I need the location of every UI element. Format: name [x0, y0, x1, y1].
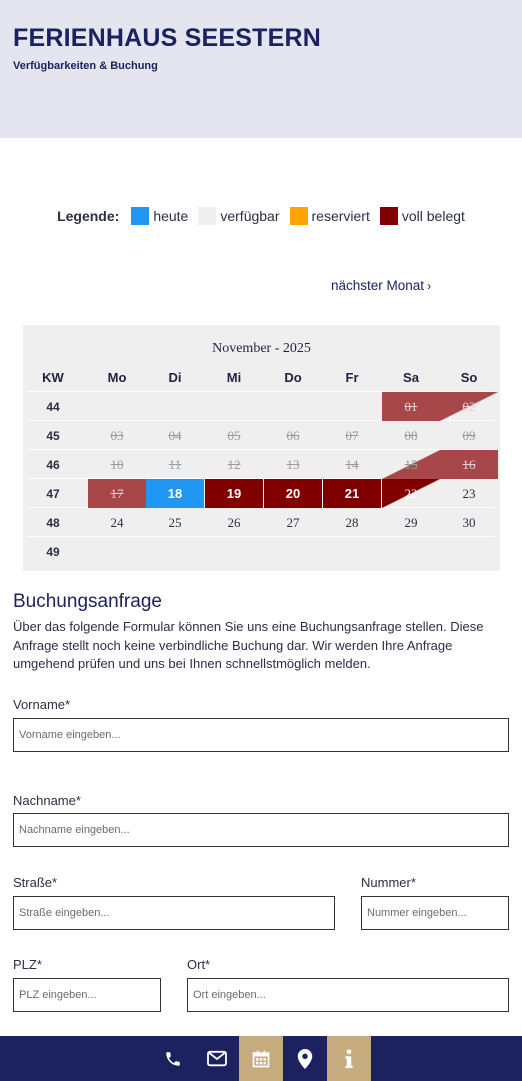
- calendar-day-cell[interactable]: [440, 479, 498, 508]
- calendar-weekday-header: Mi: [226, 370, 242, 385]
- calendar-day-number: 05: [227, 427, 241, 443]
- calendar-weekday-header: Di: [168, 370, 182, 385]
- calendar-day-number: 13: [286, 456, 300, 472]
- calendar-day-number: 25: [168, 514, 182, 530]
- calendar-week-row: [28, 450, 494, 479]
- calendar-button[interactable]: [239, 1036, 283, 1081]
- ort-field[interactable]: [187, 978, 509, 1012]
- mail-button[interactable]: [196, 1036, 238, 1081]
- next-month-link[interactable]: [331, 278, 431, 293]
- location-button[interactable]: [284, 1036, 326, 1081]
- calendar-week-number: 44: [46, 399, 60, 414]
- legend-item-today: [131, 207, 188, 225]
- calendar-week-row: [28, 421, 494, 450]
- legend-item-label: verfügbar: [220, 208, 280, 224]
- calendar-day-number: 12: [227, 456, 241, 472]
- calendar-day-cell[interactable]: [146, 479, 204, 508]
- nachname-field[interactable]: [13, 813, 509, 847]
- plz-field[interactable]: [13, 978, 161, 1012]
- legend-item-available: [198, 207, 279, 225]
- calendar-empty-cell: [323, 537, 381, 566]
- legend-item-label: reserviert: [311, 208, 370, 224]
- calendar-day-number: 17: [110, 485, 124, 501]
- calendar-week-number: 46: [46, 457, 60, 472]
- calendar-header-row: [28, 363, 494, 392]
- calendar-day-cell[interactable]: [382, 479, 440, 508]
- calendar-week-number: 47: [46, 486, 60, 501]
- calendar-day-cell[interactable]: [146, 421, 204, 450]
- calendar-day-number: 21: [344, 486, 360, 501]
- vorname-label: Vorname*: [13, 697, 71, 712]
- plz-label: PLZ*: [13, 957, 42, 972]
- calendar-empty-cell: [264, 537, 322, 566]
- calendar-week-number: 45: [46, 428, 60, 443]
- legend-label: Legende:: [57, 208, 120, 224]
- calendar-day-cell[interactable]: [440, 508, 498, 537]
- calendar-weekday-header: Do: [284, 370, 302, 385]
- calendar-empty-cell: [382, 537, 440, 566]
- calendar-day-cell[interactable]: [205, 479, 263, 508]
- calendar-legend: [0, 206, 522, 226]
- site-title[interactable]: FERIENHAUS SEESTERN: [13, 24, 322, 52]
- vorname-field[interactable]: [13, 718, 509, 752]
- calendar-week-number: 48: [46, 515, 60, 530]
- ort-label: Ort*: [187, 957, 211, 972]
- calendar-empty-cell: [440, 537, 498, 566]
- form-title: Buchungsanfrage: [13, 591, 162, 612]
- calendar-icon: [251, 1049, 271, 1069]
- calendar-day-cell[interactable]: [146, 508, 204, 537]
- legend-swatch-full: [380, 207, 398, 225]
- form-intro: Über das folgende Formular können Sie uns eine Buchungsanfrage stellen. Diese Anfrage stellt noch keine verbindliche Buchung dar. Wir werden Ihre Anfrage umgehend prüfen und uns bei Ihnen schnellstmöglich melden.: [13, 619, 484, 671]
- calendar-day-number: 03: [110, 427, 124, 443]
- bottom-nav-bar: [0, 1036, 522, 1081]
- calendar-day-number: 28: [345, 514, 359, 530]
- calendar-day-number: 19: [226, 486, 242, 501]
- calendar-empty-cell: [205, 537, 263, 566]
- calendar-day-cell[interactable]: [382, 508, 440, 537]
- calendar-day-number: 30: [462, 514, 476, 530]
- calendar-day-cell[interactable]: [323, 479, 381, 508]
- calendar-day-cell[interactable]: [264, 479, 322, 508]
- calendar-empty-cell: [88, 392, 146, 421]
- calendar-day-number: 01: [404, 398, 418, 414]
- calendar-day-number: 10: [110, 456, 124, 472]
- chevron-right-icon: ›: [427, 279, 432, 293]
- site-header: [0, 0, 522, 138]
- calendar-day-number: 22: [404, 485, 418, 501]
- mail-icon: [206, 1050, 228, 1068]
- nummer-label: Nummer*: [361, 875, 416, 890]
- calendar-day-cell[interactable]: [264, 450, 322, 479]
- calendar-empty-cell: [323, 392, 381, 421]
- nummer-field[interactable]: [361, 896, 509, 930]
- calendar-week-row: [28, 479, 494, 508]
- legend-item-reserved: [290, 207, 370, 225]
- calendar-day-cell[interactable]: [88, 421, 146, 450]
- calendar-day-cell[interactable]: [88, 508, 146, 537]
- calendar-day-cell[interactable]: [205, 508, 263, 537]
- calendar-day-cell[interactable]: [382, 450, 440, 479]
- legend-swatch-today: [131, 207, 149, 225]
- calendar-day-number: 07: [345, 427, 359, 443]
- calendar-day-cell[interactable]: [382, 392, 440, 421]
- legend-swatch-reserved: [290, 207, 308, 225]
- calendar-day-number: 02: [462, 398, 476, 414]
- booking-calendar: [23, 325, 500, 571]
- calendar-day-number: 15: [404, 456, 418, 472]
- location-pin-icon: [297, 1049, 313, 1069]
- calendar-day-cell[interactable]: [264, 508, 322, 537]
- calendar-day-cell[interactable]: [264, 421, 322, 450]
- calendar-week-number: 49: [46, 544, 60, 559]
- calendar-day-cell[interactable]: [440, 450, 498, 479]
- calendar-day-number: 06: [286, 427, 300, 443]
- calendar-day-cell[interactable]: [323, 508, 381, 537]
- calendar-day-cell[interactable]: [88, 450, 146, 479]
- calendar-day-number: 27: [286, 514, 300, 530]
- calendar-empty-cell: [146, 392, 204, 421]
- calendar-day-cell[interactable]: [323, 450, 381, 479]
- calendar-day-cell[interactable]: [323, 421, 381, 450]
- calendar-day-cell[interactable]: [146, 450, 204, 479]
- strasse-field[interactable]: [13, 896, 335, 930]
- calendar-empty-cell: [146, 537, 204, 566]
- calendar-weekday-header: So: [460, 370, 478, 385]
- calendar-day-cell[interactable]: [382, 421, 440, 450]
- calendar-empty-cell: [264, 392, 322, 421]
- calendar-day-number: 29: [404, 514, 418, 530]
- calendar-day-cell[interactable]: [88, 479, 146, 508]
- next-month-label: nächster Monat: [331, 278, 425, 293]
- calendar-day-cell[interactable]: [440, 421, 498, 450]
- calendar-day-number: 23: [462, 485, 476, 501]
- calendar-day-number: 04: [168, 427, 182, 443]
- calendar-week-row: [28, 508, 494, 537]
- calendar-day-number: 16: [462, 456, 476, 472]
- calendar-month-title: November - 2025: [212, 341, 311, 356]
- calendar-kw-header: KW: [42, 370, 64, 385]
- calendar-day-number: 24: [110, 514, 124, 530]
- legend-item-label: voll belegt: [401, 208, 465, 224]
- calendar-empty-cell: [205, 392, 263, 421]
- calendar-day-cell[interactable]: [440, 392, 498, 421]
- calendar-weekday-header: Sa: [403, 370, 419, 385]
- legend-item-full: [380, 207, 465, 225]
- calendar-week-row: [28, 537, 494, 566]
- calendar-day-number: 08: [404, 427, 418, 443]
- calendar-day-number: 11: [168, 456, 182, 472]
- legend-item-label: heute: [153, 208, 189, 224]
- phone-button[interactable]: [152, 1036, 194, 1081]
- phone-icon: [164, 1050, 182, 1068]
- nachname-label: Nachname*: [13, 793, 81, 808]
- calendar-day-cell[interactable]: [205, 450, 263, 479]
- calendar-weekday-header: Mo: [107, 370, 127, 385]
- calendar-day-cell[interactable]: [205, 421, 263, 450]
- info-icon: [344, 1049, 354, 1069]
- calendar-day-number: 14: [345, 456, 359, 472]
- calendar-day-number: 26: [227, 514, 241, 530]
- calendar-day-number: 18: [167, 486, 183, 501]
- legend-swatch-available: [198, 207, 216, 225]
- calendar-weekday-header: Fr: [345, 370, 359, 385]
- strasse-label: Straße*: [13, 875, 58, 890]
- info-button[interactable]: [327, 1036, 371, 1081]
- site-subtitle: Verfügbarkeiten & Buchung: [13, 60, 158, 72]
- calendar-day-number: 20: [285, 486, 301, 501]
- calendar-empty-cell: [88, 537, 146, 566]
- calendar-day-number: 09: [462, 427, 476, 443]
- calendar-week-row: [28, 392, 494, 421]
